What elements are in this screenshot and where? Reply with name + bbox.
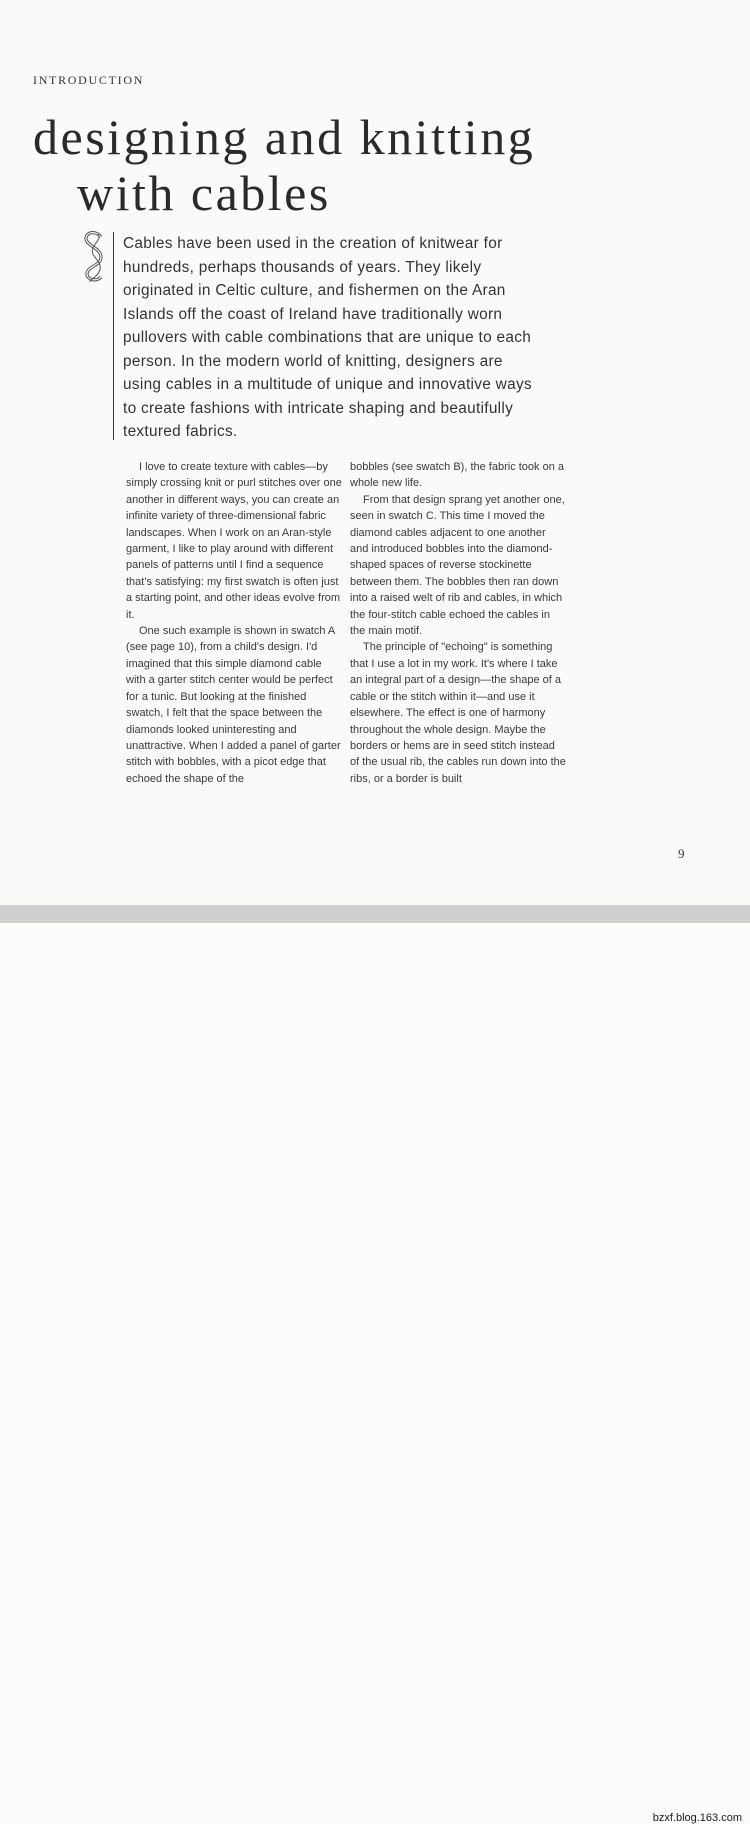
watermark-text: bzxf.blog.163.com [652, 1812, 742, 1824]
intro-paragraph: Cables have been used in the creation of knitwear for hundreds, perhaps thousands of years. They likely originated in Celtic culture, and fishermen on the Aran Islands off the coast of Ireland have traditionally worn pullovers with cable combinations that are unique to each person. In the modern world of knitting, designers are using cables in a multitude of unique and innovative ways to create fashions with intricate shaping and beautifully textured fabrics. [123, 235, 532, 440]
title-line-2: with cables [77, 165, 331, 221]
page-title [33, 109, 535, 221]
intro-rule [113, 232, 114, 440]
title-line-1: designing and knitting [33, 109, 536, 165]
cable-s-ornament-icon [81, 230, 107, 284]
body-column-2 [350, 459, 567, 787]
column2-paragraph: The principle of "echoing" is something that I use a lot in my work. It's where I take an integral part of a design—the shape of a cable or the stitch within it—and use it elsewhere. The effect is one of harmony throughout the whole design. Maybe the borders or hems are in seed stitch instead of the usual rib, the cables run down into the ribs, or a border is built [350, 641, 566, 785]
section-label: INTRODUCTION [33, 73, 145, 87]
page-number: 9 [678, 846, 685, 861]
body-column-1 [126, 459, 343, 787]
column1-paragraph: One such example is shown in swatch A (see page 10), from a child's design. I'd imagined that this simple diamond cable with a garter stitch center would be perfect for a tunic. But looking at the finished swatch, I felt that the space between the diamonds looked uninteresting and unattractive. When I added a panel of garter stitch with bobbles, with a picot edge that echoed the shape of the [126, 625, 341, 785]
column1-paragraph: I love to create texture with cables—by simply crossing knit or purl stitches over one another in different ways, you can create an infinite variety of three-dimensional fabric landscapes. When I work on an Aran-style garment, I like to play around with different panels of patterns until I find a sequence that's satisfying: my first swatch is often just a starting point, and other ideas evolve from it. [126, 461, 342, 621]
book-page [0, 0, 750, 905]
watermark-strip [0, 905, 750, 1824]
column2-paragraph: From that design sprang yet another one, seen in swatch C. This time I moved the diamond cables adjacent to one another and introduced bobbles into the diamond-shaped spaces of reverse stockinette between them. The bobbles then ran down into a raised welt of rib and cables, in which the four-stitch cable echoed the cables in the main motif. [350, 493, 565, 638]
column2-paragraph: bobbles (see swatch B), the fabric took on a whole new life. [350, 461, 565, 490]
